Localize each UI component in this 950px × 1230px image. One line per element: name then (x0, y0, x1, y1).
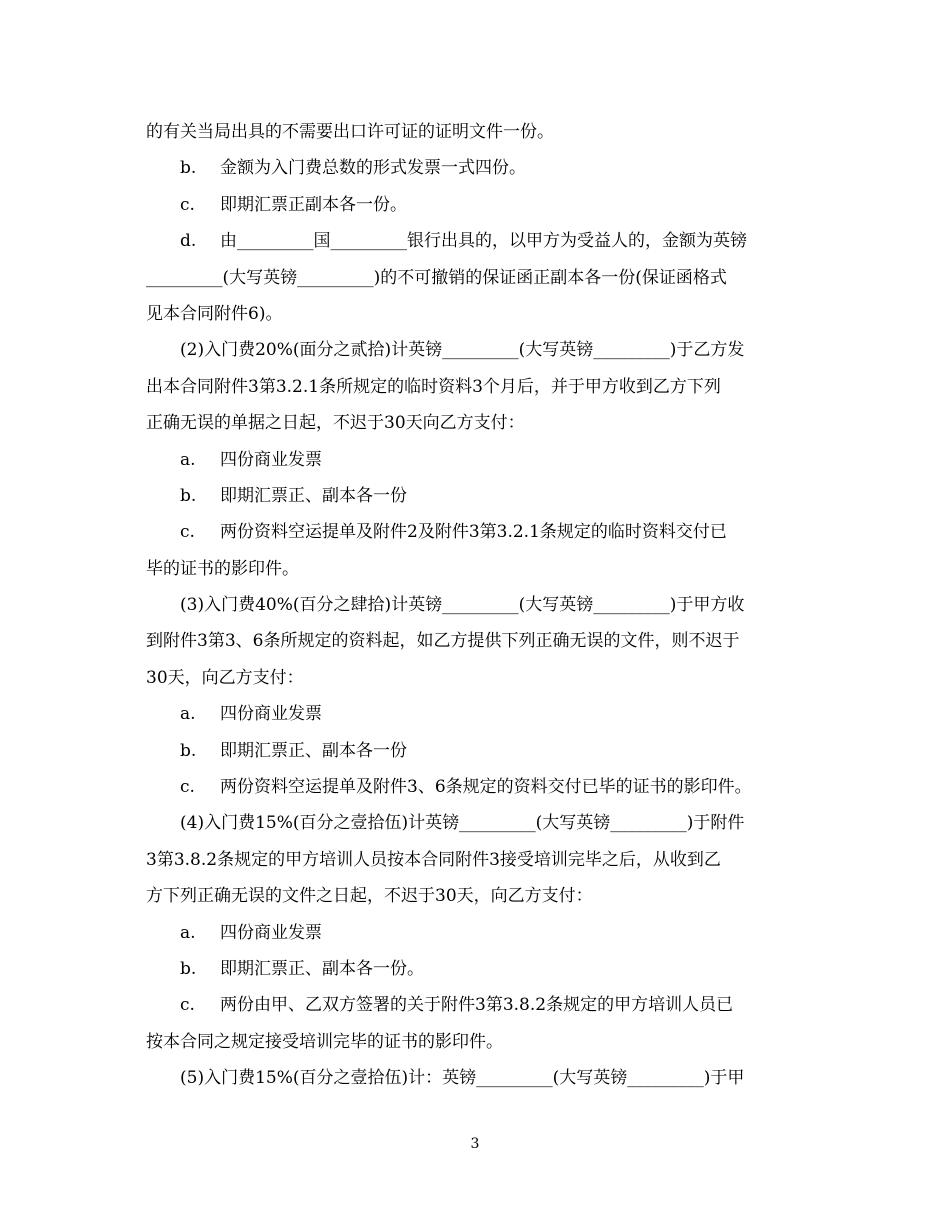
line-text: (4)入门费15%(百分之壹拾伍)计英镑_________(大写英镑_________)于附件 (180, 813, 745, 834)
line-text: 四份商业发票 (220, 449, 322, 470)
list-item-line (146, 187, 806, 223)
line-text: 四份商业发票 (220, 922, 322, 943)
item-label: c. (180, 777, 195, 798)
item-label: c. (180, 194, 195, 215)
line-text: 两份资料空运提单及附件3、6条规定的资料交付已毕的证书的影印件。 (220, 777, 752, 798)
item-label: a. (180, 449, 196, 470)
paragraph-line (146, 660, 806, 696)
item-label: c. (180, 522, 195, 543)
list-item-line (146, 769, 806, 805)
line-text: (2)入门费20%(面分之贰拾)计英镑_________(大写英镑_________)于乙方发 (180, 340, 745, 361)
line-text: (5)入门费15%(百分之壹拾伍)计：英镑_________(大写英镑_________)于甲 (180, 1068, 745, 1089)
line-text: 出本合同附件3第3.2.1条所规定的临时资料3个月后，并于甲方收到乙方下列 (146, 376, 721, 397)
line-text: 即期汇票正副本各一份。 (220, 194, 407, 215)
list-item-line (146, 696, 806, 732)
line-text: 按本合同之规定接受培训完毕的证书的影印件。 (146, 1031, 503, 1052)
list-item-line (146, 733, 806, 769)
line-text: 正确无误的单据之日起，不迟于30天向乙方支付： (146, 413, 525, 434)
line-text: _________(大写英镑_________)的不可撤销的保证函正副本各一份(保证函格式 (146, 267, 727, 288)
item-label: a. (180, 704, 196, 725)
paragraph-line (146, 260, 806, 296)
paragraph-line (146, 805, 806, 841)
item-label: b. (180, 740, 197, 761)
item-label: d. (180, 231, 197, 252)
paragraph-line (146, 405, 806, 441)
list-item-line (146, 514, 806, 550)
paragraph-line (146, 842, 806, 878)
line-text: 四份商业发票 (220, 704, 322, 725)
item-label: b. (180, 958, 197, 979)
page-number: 3 (470, 1136, 480, 1152)
item-label: a. (180, 922, 196, 943)
line-text: 方下列正确无误的文件之日起，不迟于30天，向乙方支付： (146, 886, 593, 907)
item-label: b. (180, 158, 197, 179)
list-item-line (146, 150, 806, 186)
item-label: c. (180, 995, 195, 1016)
paragraph-line (146, 369, 806, 405)
line-text: 两份资料空运提单及附件2及附件3第3.2.1条规定的临时资料交付已 (220, 522, 727, 543)
line-text: (3)入门费40%(百分之肆拾)计英镑_________(大写英镑_________)于甲方收 (180, 595, 745, 616)
document-body (146, 114, 806, 1097)
line-text: 由_________国_________银行出具的，以甲方为受益人的，金额为英镑 (220, 231, 747, 252)
list-item-line (146, 223, 806, 259)
paragraph-line (146, 1060, 806, 1096)
line-text: 见本合同附件6)。 (146, 303, 283, 324)
paragraph-line (146, 623, 806, 659)
list-item-line (146, 951, 806, 987)
paragraph-line (146, 1024, 806, 1060)
line-text: 毕的证书的影印件。 (146, 558, 299, 579)
paragraph-line (146, 114, 806, 150)
paragraph-line (146, 878, 806, 914)
line-text: 两份由甲、乙双方签署的关于附件3第3.8.2条规定的甲方培训人员已 (220, 995, 734, 1016)
paragraph-line (146, 587, 806, 623)
line-text: 的有关当局出具的不需要出口许可证的证明文件一份。 (146, 122, 554, 142)
list-item-line (146, 987, 806, 1023)
line-text: 即期汇票正、副本各一份 (220, 740, 407, 761)
line-text: 即期汇票正、副本各一份 (220, 485, 407, 506)
paragraph-line (146, 296, 806, 332)
list-item-line (146, 442, 806, 478)
item-label: b. (180, 485, 197, 506)
line-text: 金额为入门费总数的形式发票一式四份。 (220, 158, 526, 179)
list-item-line (146, 915, 806, 951)
list-item-line (146, 478, 806, 514)
paragraph-line (146, 332, 806, 368)
line-text: 30天，向乙方支付： (146, 667, 304, 688)
line-text: 3第3.8.2条规定的甲方培训人员按本合同附件3接受培训完毕之后，从收到乙 (146, 849, 721, 870)
line-text: 到附件3第3、6条所规定的资料起，如乙方提供下列正确无误的文件，则不迟于 (146, 631, 740, 652)
line-text: 即期汇票正、副本各一份。 (220, 958, 424, 979)
paragraph-line (146, 551, 806, 587)
